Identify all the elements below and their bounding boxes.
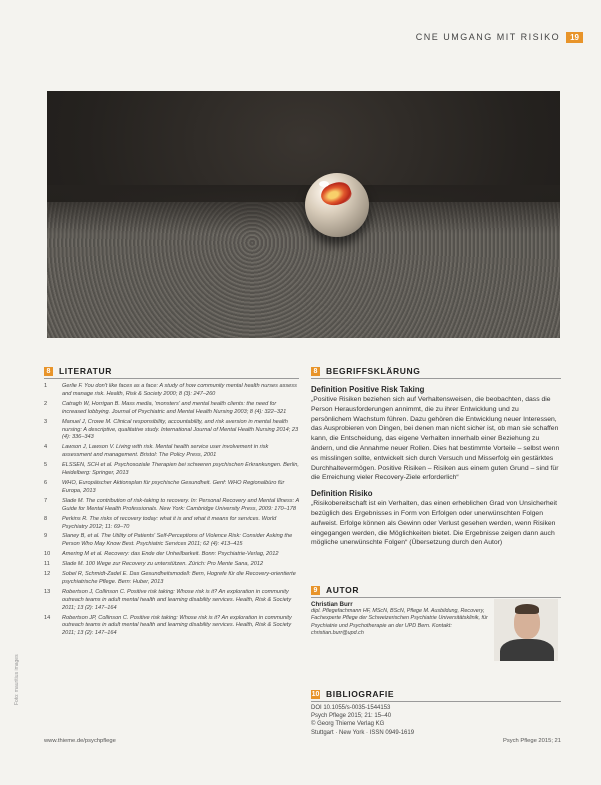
bibliografie-section bbox=[311, 689, 561, 702]
section-title: LITERATUR bbox=[59, 366, 112, 376]
marble-highlight bbox=[319, 181, 329, 187]
autor-section bbox=[311, 585, 561, 598]
section-title: BIBLIOGRAFIE bbox=[326, 689, 395, 699]
bibliographic-details bbox=[311, 704, 561, 737]
doi-line: DOI 10.1055/s-0035-1544153 bbox=[311, 705, 391, 711]
reference-item: 13 Robertson J, Collinson C. Positive risk taking: Whose risk is it? An exploration in community outreach teams in adult mental health and learning disability services. Health, Risk & Society 2011; 13 (2): 147–164 bbox=[44, 588, 292, 611]
literatur-heading bbox=[44, 366, 299, 379]
reference-item: 12 Sobel R, Schmidt-Zadel E. Das Gesundheitsmodell: Bern, Hogrefe für die Recovery-orientierte psychiatrische Pflege. Bern: Huber, 2013 bbox=[44, 571, 296, 585]
portrait-hair bbox=[515, 604, 539, 614]
literatur-column bbox=[44, 366, 299, 640]
section-kicker: CNE UMGANG MIT RISIKO bbox=[415, 32, 561, 42]
author-name: Christian Burr bbox=[311, 601, 353, 608]
definition-text: „Risikobereitschaft ist ein Verhalten, das einen erheblichen Grad von Unsicherheit bezüglich des Ergebnisses in Form von Erfolgen oder unerwünschten Folgen aufweist. Erfolge können als Gewinn oder Verlust gesehen werden, wenn Risiken eingegangen werden, die Möglichkeiten bietet. Die Ergebnisse zeigen dann auch mögliche unerwünschte Folgen“ (Übersetzung durch den Autor) bbox=[311, 500, 557, 547]
reference-item: 4 Lawson J, Lawson V. Living with risk. Mental health service user involvement in risk assessment and management. Bristol: The Policy Press, 2001 bbox=[44, 444, 269, 459]
reference-item: 14 Robertson JP, Collinson C. Positive risk taking: Whose risk is it? An exploration in community outreach teams in adult mental health and learning disability services. Health, Risk & Society 2011; 13 (2): 147–164 bbox=[44, 614, 292, 637]
journal-line: Psych Pflege 2015; 21: 15–40 bbox=[311, 713, 392, 720]
reference-item: 11 Slade M. 100 Wege zur Recovery zu unterstützen. Zürich: Pro Mente Sana, 2012 bbox=[44, 561, 264, 568]
bibliografie-heading bbox=[311, 689, 561, 702]
reference-item: 9 Slaney B, et al. The Utility of Patients' Self-Perceptions of Violence Risk: Consider Asking the Person Who May Know Best. Psychiatric Services 2011; 62 (4): 413–415 bbox=[44, 533, 293, 548]
publisher-line: © Georg Thieme Verlag KG bbox=[311, 721, 385, 728]
reference-item: 5 ELSSEN, SCH et al. Psychosoziale Therapien bei schweren psychischen Erkrankungen. Berlin, Heidelberg: Springer, 2013 bbox=[44, 462, 299, 477]
definition-title: Definition Risiko bbox=[311, 489, 373, 499]
page-footer bbox=[44, 738, 561, 744]
section-number-box: 8 bbox=[311, 367, 320, 376]
photo-credit: Foto: mauritius images bbox=[14, 654, 20, 705]
reference-item: 3 Manuel J, Crowe M. Clinical responsibility, accountability, and risk aversion in mental health nursing: A descriptive, qualitative study. International Journal of Mental Health Nursing 2014; 23 (4): 336–343 bbox=[44, 418, 299, 441]
footer-url: www.thieme.de/psychpflege bbox=[44, 738, 116, 744]
section-number-box: 8 bbox=[44, 367, 53, 376]
author-bio: dipl. Pflegefachmann HF, MScN, BScN, Pflege M. Ausbildung, Recovery, Fachexperte Pflege der Schweizerischen Psychiatrie Universitätsklinik, für Psychiatrie und Psychotherapie an der UPD Bern. Kontakt: christian.burr@upd.ch bbox=[311, 608, 488, 637]
section-title: BEGRIFFSKLÄRUNG bbox=[326, 366, 421, 376]
author-block bbox=[311, 601, 561, 663]
reference-item: 8 Perkins R. The risks of recovery today: what it is and what it means for services. World Psychiatry 2012; 11: 69–70 bbox=[44, 515, 277, 530]
page-number-badge: 19 bbox=[566, 32, 583, 43]
footer-citation: Psych Pflege 2015; 21 bbox=[502, 738, 561, 744]
marble-photo bbox=[47, 91, 560, 338]
reference-item: 10 Amering M et al. Recovery: das Ende der Unheilbarkeit. Bonn: Psychiatrie-Verlag, 2012 bbox=[44, 551, 279, 558]
page-header bbox=[375, 30, 583, 44]
issn-line: Stuttgart · New York · ISSN 0949-1619 bbox=[311, 729, 415, 736]
section-number-box: 9 bbox=[311, 586, 320, 595]
definition-text: „Positive Risiken beziehen sich auf Verhaltensweisen, die beobachten, dass die Person Herausforderungen annimmt, die zu ihrer Entwicklung und zu persönlichem Wachstum führen. Dazu gehören die Entwicklung neuer Interessen, das Ausprobieren von Dingen, bei denen man nicht sicher ist, ob man sie schaffen kann, die Entscheidung, das eigene Verhalten innerhalb einer Beziehung zu ändern, und die Annahme neuer Rollen. Dies hat bestimmte Vorteile – selbst wenn es misslingen sollte, entwickelt sich durch Versuch und Misserfolg ein gestärktes Durchhaltevermögen. Positive Risiken – Risiken aus einem guten Grund – sind für die Erreichung vieler Recovery-Ziele erforderlich“ bbox=[311, 396, 560, 482]
definition-title: Definition Positive Risk Taking bbox=[311, 385, 425, 394]
glass-marble bbox=[305, 173, 369, 237]
begriff-column bbox=[311, 366, 561, 548]
reference-item: 1 Gerlie F. You don't like faces as a face: A study of how community mental health nurses assess and manage risk. Health, Risk & Society 2000; 8 (3): 247–260 bbox=[44, 383, 297, 397]
autor-heading bbox=[311, 585, 561, 598]
section-number-box: 10 bbox=[311, 690, 320, 698]
reference-item: 2 Catragh W, Horrigan B. Mass media, 'monsters' and mental health clients: the need for increased lobbying. Journal of Psychiatric and Mental Health Nursing 2003; 8 (4): 322–321 bbox=[44, 400, 287, 415]
ground-fade bbox=[47, 185, 560, 234]
portrait-shoulders bbox=[500, 639, 554, 661]
section-title: AUTOR bbox=[326, 585, 360, 595]
reference-list bbox=[44, 383, 299, 638]
begriff-heading bbox=[311, 366, 561, 379]
author-portrait bbox=[494, 599, 558, 661]
reference-item: 7 Slade M. The contribution of risk-taking to recovery. In: Personal Recovery and Mental Illness: A Guide for Mental Health Professionals. New York: Cambridge University Press, 2009: 170–178 bbox=[44, 497, 300, 512]
reference-item: 6 WHO, Europäischer Aktionsplan für psychische Gesundheit. Genf: WHO Regionalbüro für Europa, 2013 bbox=[44, 479, 285, 494]
